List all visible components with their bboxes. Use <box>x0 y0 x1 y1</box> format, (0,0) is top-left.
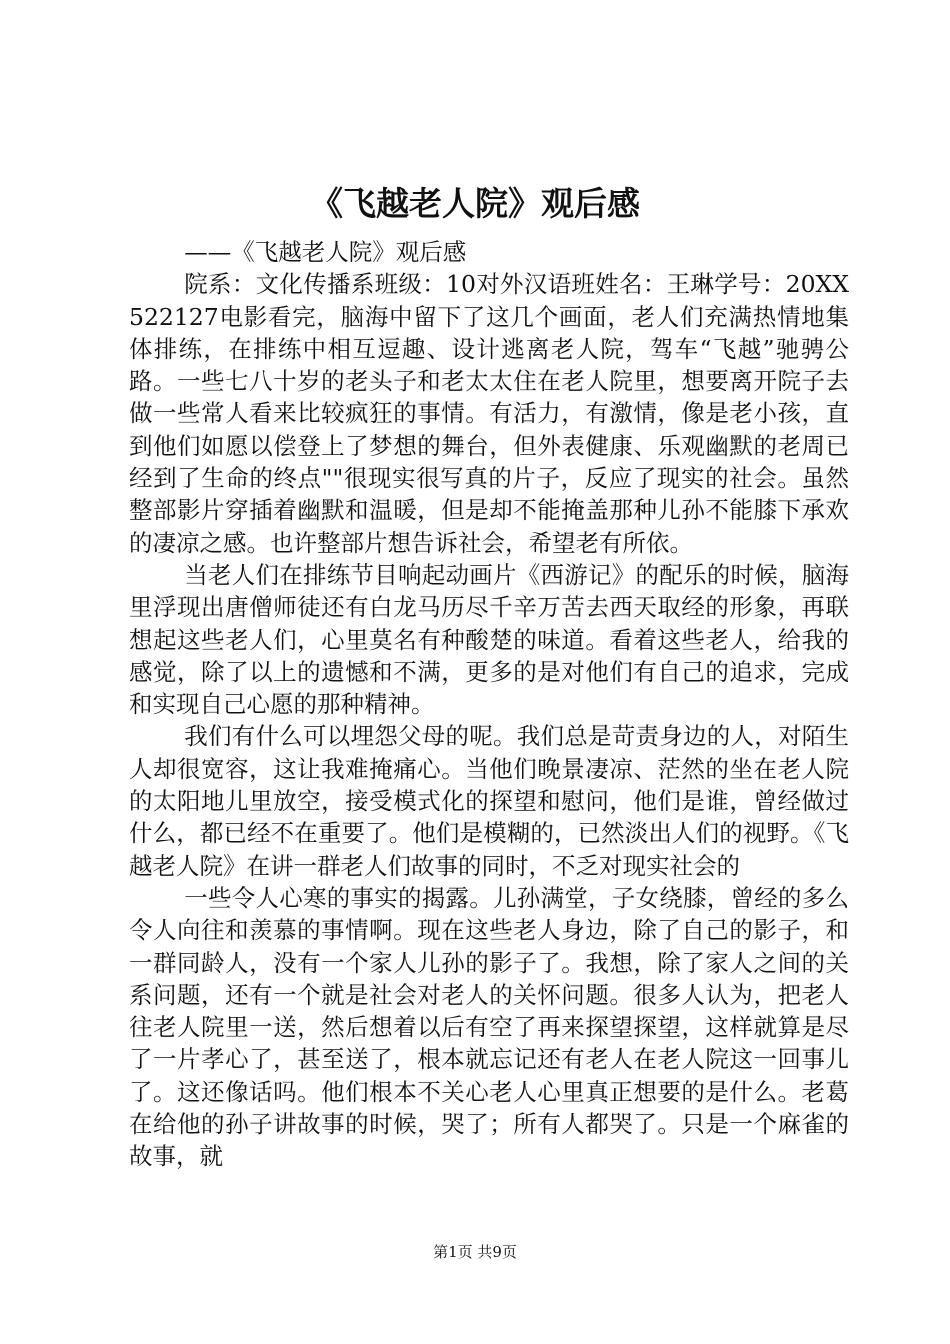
body-paragraph-4: 一些令人心寒的事实的揭露。儿孙满堂，子女绕膝，曾经的多么令人向往和羡慕的事情啊。现在这些老人身边，除了自己的影子，和一群同龄人，没有一个家人儿孙的影子了。我想，除了家人之间的关系问题，还有一个就是社会对老人的关怀问题。很多人认为，把老人往老人院里一送，然后想着以后有空了再来探望探望，这样就算是尽了一片孝心了，甚至送了，根本就忘记还有老人在老人院这一回事儿了。这还像话吗。他们根本不关心老人心里真正想要的是什么。老葛在给他的孙子讲故事的时候，哭了；所有人都哭了。只是一个麻雀的故事，就 <box>129 883 849 1171</box>
document-title: 《飞越老人院》观后感 <box>310 184 640 223</box>
body-paragraph-3: 我们有什么可以埋怨父母的呢。我们总是苛责身边的人，对陌生人却很宽容，这让我难掩痛心。当他们晚景凄凉、茫然的坐在老人院的太阳地儿里放空，接受模式化的探望和慰问，他们是谁，曾经做过什么，都已经不在重要了。他们是模糊的，已然淡出人们的视野。《飞越老人院》在讲一群老人们故事的同时，不乏对现实社会的 <box>129 722 849 880</box>
subtitle-paragraph: ——《飞越老人院》观后感 <box>184 238 467 266</box>
body-paragraph-2: 当老人们在排练节目响起动画片《西游记》的配乐的时候，脑海里浮现出唐僧师徒还有白龙马历尽千辛万苦去西天取经的形象，再联想起这些老人们，心里莫名有种酸楚的味道。看着这些老人，给我的感觉，除了以上的遗憾和不满，更多的是对他们有自己的追求，完成和实现自己心愿的那种精神。 <box>129 560 849 719</box>
page-number-footer: 第1页 共9页 <box>433 1243 517 1261</box>
body-paragraph-1: 院系：文化传播系班级：10对外汉语班姓名：王琳学号：20XX522127电影看完，脑海中留下了这几个画面，老人们充满热情地集体排练，在排练中相互逗趣、设计逃离老人院，驾车“飞越”驰骋公路。一些七八十岁的老头子和老太太住在老人院里，想要离开院子去做一些常人看来比较疯狂的事情。有活力，有激情，像是老小孩，直到他们如愿以偿登上了梦想的舞台，但外表健康、乐观幽默的老周已经到了生命的终点""很现实很写真的片子，反应了现实的社会。虽然整部影片穿插着幽默和温暖，但是却不能掩盖那种儿孙不能膝下承欢的凄凉之感。也许整部片想告诉社会，希望老有所依。 <box>129 270 849 557</box>
document-body <box>129 236 849 1173</box>
